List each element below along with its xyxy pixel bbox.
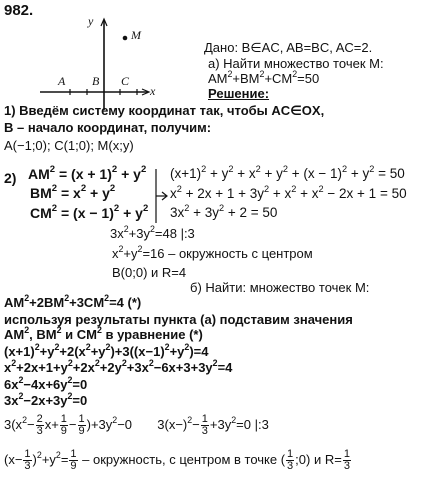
sum-equation-1: $(x+1)^2 + y^2 + x^2 + y^2 + (x - 1)^2 + y^2 = 50$ bbox=[170, 163, 405, 181]
step1-line-2: B – начало координат, получим: bbox=[4, 120, 212, 135]
fraction-radius-squared: $\frac{1}{9}$ bbox=[70, 448, 77, 473]
circle-center-radius: B(0;0) и R=4 bbox=[112, 265, 187, 280]
fraction-one-third: $\frac{1}{3}$ bbox=[201, 413, 208, 438]
fraction-center-coord: $\frac{1}{3}$ bbox=[287, 448, 294, 473]
task-a: а) Найти множество точек M: bbox=[208, 56, 384, 71]
expanded-line-3: $6x^2-4x+6y^2=0$ bbox=[4, 374, 88, 392]
expanded-line-1: $(x+1)^2+y^2+2(x^2+y^2)+3((x-1)^2+y^2)=4$ bbox=[4, 341, 209, 359]
fraction-two-thirds: $\frac{2}{3}$ bbox=[36, 413, 43, 438]
y-axis-label: y bbox=[88, 14, 94, 28]
simplify-step: $3x^2+3y^2=48$ |:3 bbox=[110, 223, 195, 241]
label-b: B bbox=[92, 74, 100, 88]
sum-equation-3: $3x^2 + 3y^2 + 2 = 50$ bbox=[170, 202, 278, 220]
x-axis-label: x bbox=[150, 84, 156, 98]
fraction-center-x: $\frac{1}{3}$ bbox=[24, 448, 31, 473]
given-statement: Дано: B∈AC, AB=BC, AC=2. bbox=[204, 40, 373, 55]
step1-line-3: A(−1;0); C(1;0); M(x;y) bbox=[4, 138, 134, 153]
bm-squared: $BM^2 = x^2 + y^2$ bbox=[30, 183, 116, 201]
final-answer-line: (x− $\frac{1}{3}$ )$^2+y^2=$ $\frac{1}{9}$ – окружность, с центром в точке ( $\frac{1}{3}$ ;0) и R= $\frac{1}{3}$ bbox=[4, 448, 350, 473]
sum-equation-2: $x^2 + 2x + 1 + 3y^2 + x^2 + x^2 - 2x + 1 = 50$ bbox=[170, 183, 407, 201]
complete-square-line: $3(x^2-$ $\frac{2}{3}$ x+ $\frac{1}{9}$ − $\frac{1}{9}$ )$+3y^2-0$ $3(x-)^2-$ $\frac{1}{3}$ $+3y^2=0$ |:3 bbox=[4, 413, 269, 438]
problem-number: 982. bbox=[4, 2, 34, 19]
task-a-equation: $AM^2+BM^2+CM^2=50$ bbox=[208, 68, 320, 86]
expanded-line-2: $x^2+2x+1+y^2+2x^2+2y^2+3x^2-6x+3+3y^2=4$ bbox=[4, 357, 233, 375]
task-b-equation: $AM^2+2BM^2+3CM^2=4$ (*) bbox=[4, 292, 142, 310]
solution-label: Решение: bbox=[208, 86, 270, 101]
cm-squared: $CM^2 = (x - 1)^2 + y^2$ bbox=[30, 203, 149, 221]
fraction-one-ninth: $\frac{1}{9}$ bbox=[60, 413, 67, 438]
step1-line-1: 1) Введём систему координат так, чтобы AC∈OX, bbox=[4, 103, 325, 118]
label-c: C bbox=[121, 74, 130, 88]
fraction-radius: $\frac{1}{3}$ bbox=[343, 448, 350, 473]
expanded-line-4: $3x^2-2x+3y^2=0$ bbox=[4, 390, 88, 408]
step2-number: 2) bbox=[4, 170, 17, 186]
label-m: M bbox=[131, 28, 141, 42]
substitution-intro-1: используя результаты пункта (а) подставим значения bbox=[4, 312, 353, 327]
implies-arrow bbox=[150, 167, 172, 225]
label-a: A bbox=[58, 74, 66, 88]
circle-result: $x^2+y^2=16$ – окружность с центром bbox=[112, 243, 313, 261]
coordinate-figure bbox=[0, 14, 170, 114]
fraction-one-ninth-b: $\frac{1}{9}$ bbox=[78, 413, 85, 438]
task-b: б) Найти: множество точек M: bbox=[190, 280, 370, 295]
am-squared: $AM^2 = (x + 1)^2 + y^2$ bbox=[28, 164, 147, 182]
point-m bbox=[123, 36, 128, 41]
substitution-intro-2: $AM^2$, $BM^2$ и $CM^2$ в уравнение (*) bbox=[4, 324, 203, 342]
